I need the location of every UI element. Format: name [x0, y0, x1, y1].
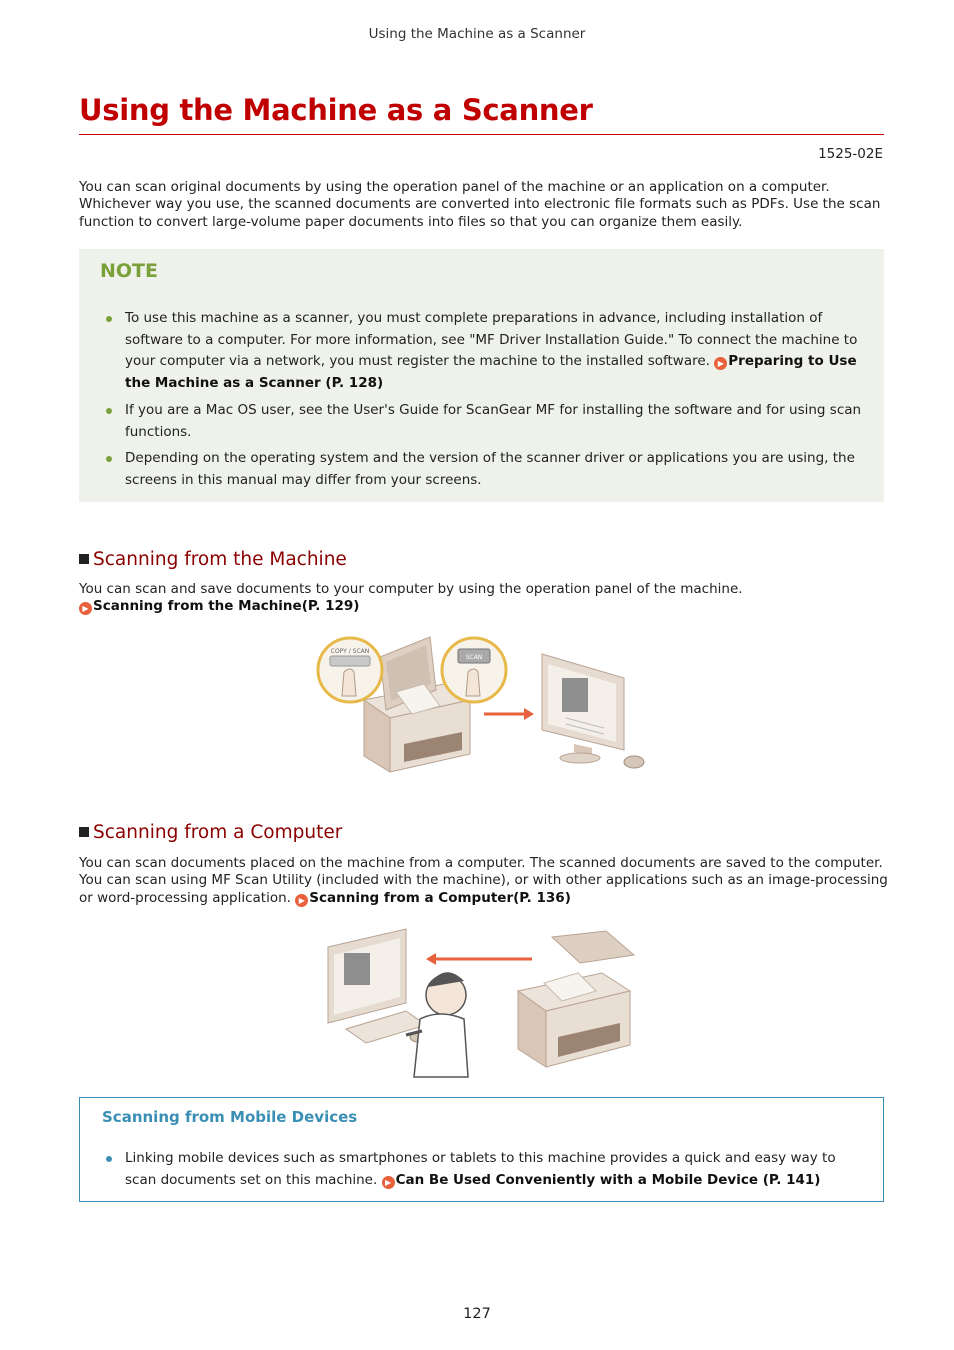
bullet-icon [106, 1156, 112, 1162]
link-arrow-icon: ▶ [714, 357, 727, 370]
bullet-icon [106, 456, 112, 462]
section-computer-text: You can scan documents placed on the machine from a computer. The scanned documents are saved to the computer. You can scan using MF Scan Utility (included with the machine), or with other applications such as an image-processing or word-processing application. ▶ Scanning from a Computer(P. 136) [79, 855, 888, 906]
document-id: 1525-02E [818, 146, 883, 162]
computer-icon [542, 654, 644, 768]
mobile-item-text: Linking mobile devices such as smartphones or tablets to this machine provides a quick and easy way to scan documents set on this machine. [125, 1150, 836, 1188]
note-item-text: If you are a Mac OS user, see the User's Guide for ScanGear MF for installing the software and for using scan functions. [125, 401, 862, 440]
intro-paragraph: You can scan original documents by using the operation panel of the machine or an application on a computer. Whichever way you use, the scanned documents are converted into electronic file formats such as PDFs. Use the scan function to convert large-volume paper documents into files so that you can organize them easily. [79, 179, 881, 230]
computer-icon [328, 929, 426, 1043]
svg-text:COPY / SCAN: COPY / SCAN [330, 648, 370, 655]
bullet-icon [106, 316, 112, 322]
title-divider [79, 134, 884, 135]
note-item-text: To use this machine as a scanner, you must complete preparations in advance, including installation of software to a computer. For more information, see "MF Driver Installation Guide." To connect the machine to your computer via a network, you must register the machine to the installed software. [125, 310, 858, 370]
running-header: Using the Machine as a Scanner [368, 26, 586, 42]
copy-scan-button-callout [318, 638, 382, 702]
note-item-text: Depending on the operating system and the version of the scanner driver or applications you are using, the screens in this manual may differ from your screens. [125, 450, 855, 488]
printer-icon [518, 931, 634, 1067]
note-item [100, 400, 865, 443]
section-heading-machine: Scanning from the Machine [79, 549, 347, 570]
link-scanning-from-machine[interactable]: Scanning from the Machine(P. 129) [93, 598, 360, 615]
svg-text:SCAN: SCAN [465, 654, 483, 661]
square-bullet-icon [79, 827, 89, 837]
link-arrow-icon: ▶ [79, 602, 92, 615]
section-heading-computer: Scanning from a Computer [79, 822, 342, 843]
scan-button-callout [442, 638, 506, 702]
link-preparing-scanner[interactable]: Preparing to Use the Machine as a Scanner (P. 128) [125, 353, 857, 392]
link-mobile-device[interactable]: Can Be Used Conveniently with a Mobile Device (P. 141) [395, 1171, 821, 1188]
square-bullet-icon [79, 554, 89, 564]
page-number: 127 [463, 1306, 491, 1322]
page-title: Using the Machine as a Scanner [79, 93, 593, 127]
left-arrow-icon [426, 953, 532, 965]
bullet-icon [106, 408, 112, 414]
note-title: NOTE [100, 260, 158, 282]
link-scanning-from-computer[interactable]: Scanning from a Computer(P. 136) [309, 889, 571, 906]
link-arrow-icon: ▶ [295, 894, 308, 907]
mobile-devices-title: Scanning from Mobile Devices [102, 1108, 358, 1126]
section-machine-text: You can scan and save documents to your computer by using the operation panel of the machine. ▶ Scanning from the Machine(P. 129) [79, 581, 743, 615]
scan-from-computer-illustration [322, 925, 640, 1080]
scan-from-machine-illustration [312, 632, 652, 777]
note-item [100, 448, 865, 491]
link-arrow-icon: ▶ [382, 1176, 395, 1189]
right-arrow-icon [484, 708, 534, 720]
note-list [100, 308, 865, 497]
mobile-devices-list [100, 1148, 865, 1196]
list-item [100, 1148, 865, 1191]
note-item [100, 308, 865, 395]
